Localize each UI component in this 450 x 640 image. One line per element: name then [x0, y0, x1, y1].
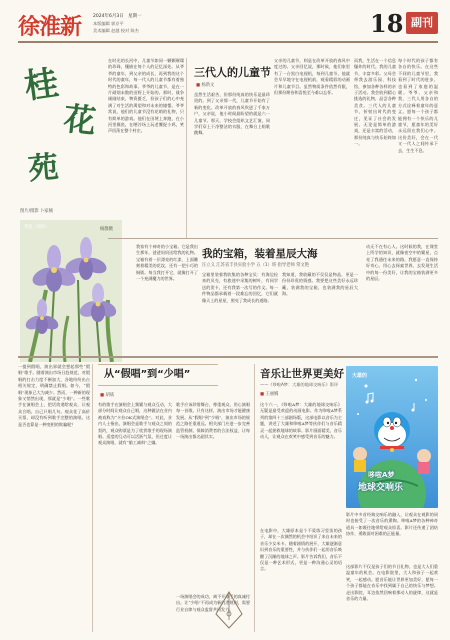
article1-col5: 每个时代的孩子都有各自的快乐。在这些不同的儿童节里，我看到了时代的进步，也看到了家庭的温暖。爷爷、父亲和我，三代人用各自的方式诠释着童年的意义。愿每一个孩子都能拥有一个快乐的儿童节，愿童年的美好永远留在我们心中。这份美好，会在一代又一代人之间传承下去，生生不息。	[398, 58, 438, 153]
article1-bottom-rule	[108, 238, 438, 239]
article1-title: 三代人的儿童节	[194, 66, 271, 79]
masthead-editor: 本版编辑 郭京平	[93, 21, 124, 26]
poster-title-line1: 哆啦A梦	[368, 471, 395, 479]
article2-col1: 我家有个神奇的小宝箱。它是我出生那年，爸爸妈妈送给我的礼物。宝箱有着一层漂亮的红漆，上面雕刻着精美的花纹，还有一把小巧的铜锁。每当我打开它，就像打开了一个充满魔力的世界。	[136, 244, 198, 282]
photo-caption: 鸢尾（摄影）	[24, 225, 50, 230]
column-divider-3	[254, 364, 255, 632]
byline-marker-icon: ■	[196, 83, 201, 88]
article3-byline	[100, 392, 114, 398]
page-number: 18	[370, 9, 404, 38]
article3-title-frame	[98, 364, 218, 386]
poster-tagline: 大雄的	[352, 373, 368, 379]
article2-byline: 汪立义 江苏省丰县实验小学 五（1）班 指导老师 常文艳	[202, 263, 310, 268]
article4-marker-icon: ■	[260, 392, 265, 397]
article4-col2: 在电影中，大雄原本是个不爱练习竖笛的孩子，却在一次偶然的机会中结识了来自未来的音乐少女米卡。随着剧情的展开，大雄逐渐意识到音乐的重要性，并与伙伴们一起用音乐唤醒了沉睡的地球之声。影片告诉我们，音乐不仅是一种艺术形式，更是一种沟通心灵的语言。	[260, 528, 342, 572]
article4-author: 王丽娜	[265, 392, 279, 397]
article1-col3: 父亲的儿童节，则是在改革开放的春风中度过的。父亲回忆说，那时候，他们家里有了一台黑白电视机，每到儿童节，他就会早早地守在电视机前，观看精彩的动画片和儿童节目。虽然物质条件依然有限，但那份期待和喜悦至今难以忘怀。	[274, 58, 350, 96]
masthead-title: 徐淮新	[18, 14, 82, 40]
article1-col4: 而我，生活在一个信息爆炸的时代。我的儿童节，丰富多彩。父母会带我去游乐园、科技馆，参加各种各样的亲子活动。我会收到精心挑选的礼物，品尝各种美食。三代人的儿童节，折射出时代的变迁，见证了社会的发展。无论是简单的游戏，还是丰富的活动，那份纯真与快乐始终如一。	[354, 58, 396, 147]
article4-title: 音乐让世界更美好	[260, 368, 344, 380]
column-divider-2	[92, 364, 93, 632]
article3-col3: 歌手应该珍惜舞台，尊重观众，用心演唱每一首歌。只有这样，演出市场才能健康发展。从“假唱”到“少唱”，演出市场的规范之路任重道远。相关部门应进一步完善监管机制，保障消费者的合法权益，让每一场演出都名副其实。	[176, 402, 250, 440]
column-divider	[186, 58, 187, 238]
poster-title-line2: 地球交响乐	[358, 483, 404, 493]
article2-bottom-rule	[18, 356, 438, 358]
article3-title: 从“假唱”到“少唱”	[104, 369, 191, 380]
article4-col4: 这部影片不仅是孩子们的节日礼物，也是大人们重温童年的机会。在电影院里，大人和孩子一起欢笑，一起感动。愿音乐能让世界更加美好，愿每一个孩子都能在音乐中找到属于自己的快乐与梦想。走出影院，耳边依然回响着那动人的旋律，这就是音乐的力量。	[346, 564, 438, 602]
article1-author: 杨新文	[201, 83, 215, 88]
masthead-rule	[18, 41, 438, 43]
article3-col4: 一场演唱会的成功，离不开歌手的真诚付出。让“少唱”不再成为新的潜规则，需要行业自律与观众监督共同发力。	[176, 594, 250, 612]
iris-photo	[20, 220, 122, 362]
article1-col1: 在时光的长河中，儿童节如同一颗颗璀璨的珍珠，镶嵌在每个人的记忆深处。从爷爷的童年，到父亲的成长，再到我的这个时代的童年，每一代人的儿童节都有着独特的色彩和故事。爷爷的儿童节，是在一片硝烟未散的田野上开始的。那时，战争刚刚结束，物资匮乏，但孩子们的心中充满了对生活的渴望和对未来的憧憬。爷爷常说，他们的儿童节没有花哨的礼物，只有简单的游戏。他们在田埂上奔跑，在小河里摸鱼，在晒谷场上玩老鹰捉小鸡，笑声回荡在整个村庄。	[108, 58, 184, 134]
calligraphy-char-yuan: 苑	[26, 149, 60, 188]
article3-marker-icon: ■	[100, 393, 105, 398]
article2-col2: 宝箱里装着我收集的各种宝贝：有海边捡来的贝壳，有旅途中采集的树叶，有同学送的贺卡，还有我第一次写的作文。每一件物品都承载着一段难忘的回忆，它们就像天上的星星，照亮了我成长的道路。	[202, 272, 278, 303]
calligraphy-block	[20, 55, 100, 205]
article4-col3: 影片中多首经典交响乐的融入，让观众在观影的同时也接受了一次音乐的熏陶。哆啦A梦的各种神奇道具一如既往地带给观众惊喜。影片还传递了团结协作、勇敢面对困难的正能量。	[346, 512, 438, 537]
pen-nib-icon	[212, 590, 246, 630]
calligraphy-char-hua: 花	[61, 99, 98, 141]
article2-col4: 动无不在有心人。这时候的我，在课堂上所学的知识，就像夜空中的繁星，点亮了我通往未来的路。我愿意一直保持好奇心，用心去探索世界，去发现生活中的每一份美好，让我的宝箱装满更多的星辰。	[366, 244, 438, 282]
article4-col1: 这个六一，《哆啦A梦：大雄的地球交响乐》无疑是最受欢迎的动画电影。作为哆啦A梦系列的第四十三部剧场版，这部电影以音乐为主题，讲述了大雄和哆啦A梦等伙伴们与音乐精灵一起拯救地球的故事。影片画面精美，音乐动人，让观众在欢笑中感受到音乐的魅力。	[260, 402, 342, 440]
article3-col2: 有的歌手在演唱会上频繁与观众互动，大部分时间让观众自己唱，这种做法在业内被戏称为“卡拉OK式演唱会”。对此，业内人士指出，演唱会是歌手与观众之间的契约，观众购票是为了欣赏歌手的现场演唱。适度的互动可以活跃气氛，但过度让观众演唱，就有“偷工减料”之嫌。	[98, 402, 172, 446]
article2-title: 我的宝箱，装着星辰大海	[202, 248, 318, 260]
photo-credit: 杨群摄	[100, 227, 113, 232]
feature-credit: 图片/摄影 卜家楠	[20, 209, 53, 214]
masthead-date: 2024年6月3日 星期一	[93, 14, 142, 19]
article4-byline	[260, 391, 278, 397]
section-name: 副刊	[411, 16, 433, 29]
article3-col1: 一提到假唱，演出界就会想起那些“假唱”歌手。随着演出市场日趋规范，对假唱的打击力度不断加大，各地纷纷出台相关规定，明确禁止假唱。如今，“假唱”现象已大为减少。然而，一种新的现象又悄然出现，那就是“少唱”。一些歌手在演唱会上，把话筒递给观众，让观众合唱，自己只唱几句。观众花了高价买票，却没有听到歌手完整的演唱，这是否也算是一种变相的欺骗呢？	[18, 364, 90, 427]
section-badge	[406, 12, 438, 34]
calligraphy-char-gui: 桂	[21, 62, 62, 108]
article1-byline	[196, 82, 214, 88]
iris-flower-illustration	[20, 220, 122, 362]
article3-author: 胡斌	[105, 393, 115, 398]
masthead-proof: 美术编辑 赵越 校对 陈杰	[93, 28, 139, 33]
article4-subtitle: ——《哆啦A梦：大雄的地球交响乐》影评	[260, 382, 339, 387]
movie-poster	[346, 366, 438, 508]
article1-col2: 虽然生活艰苦，但那份纯真的快乐是最珍贵的。到了父亲那一代，儿童节开始有了新的变化。改革开放的春风吹进了千家万户，父亲说，他小时候最盼望的就是六一儿童节。那天，学校会组织文艺汇演，同学们穿上干净整洁的衣服，在舞台上唱歌跳舞。	[194, 92, 270, 136]
article2-col3: 我知道，我收藏的不仅仅是物品，更是一份份珍贵的情感。我要把这些美好永远珍藏，装满我的宝箱，也装满我的星辰大海。	[282, 272, 358, 297]
